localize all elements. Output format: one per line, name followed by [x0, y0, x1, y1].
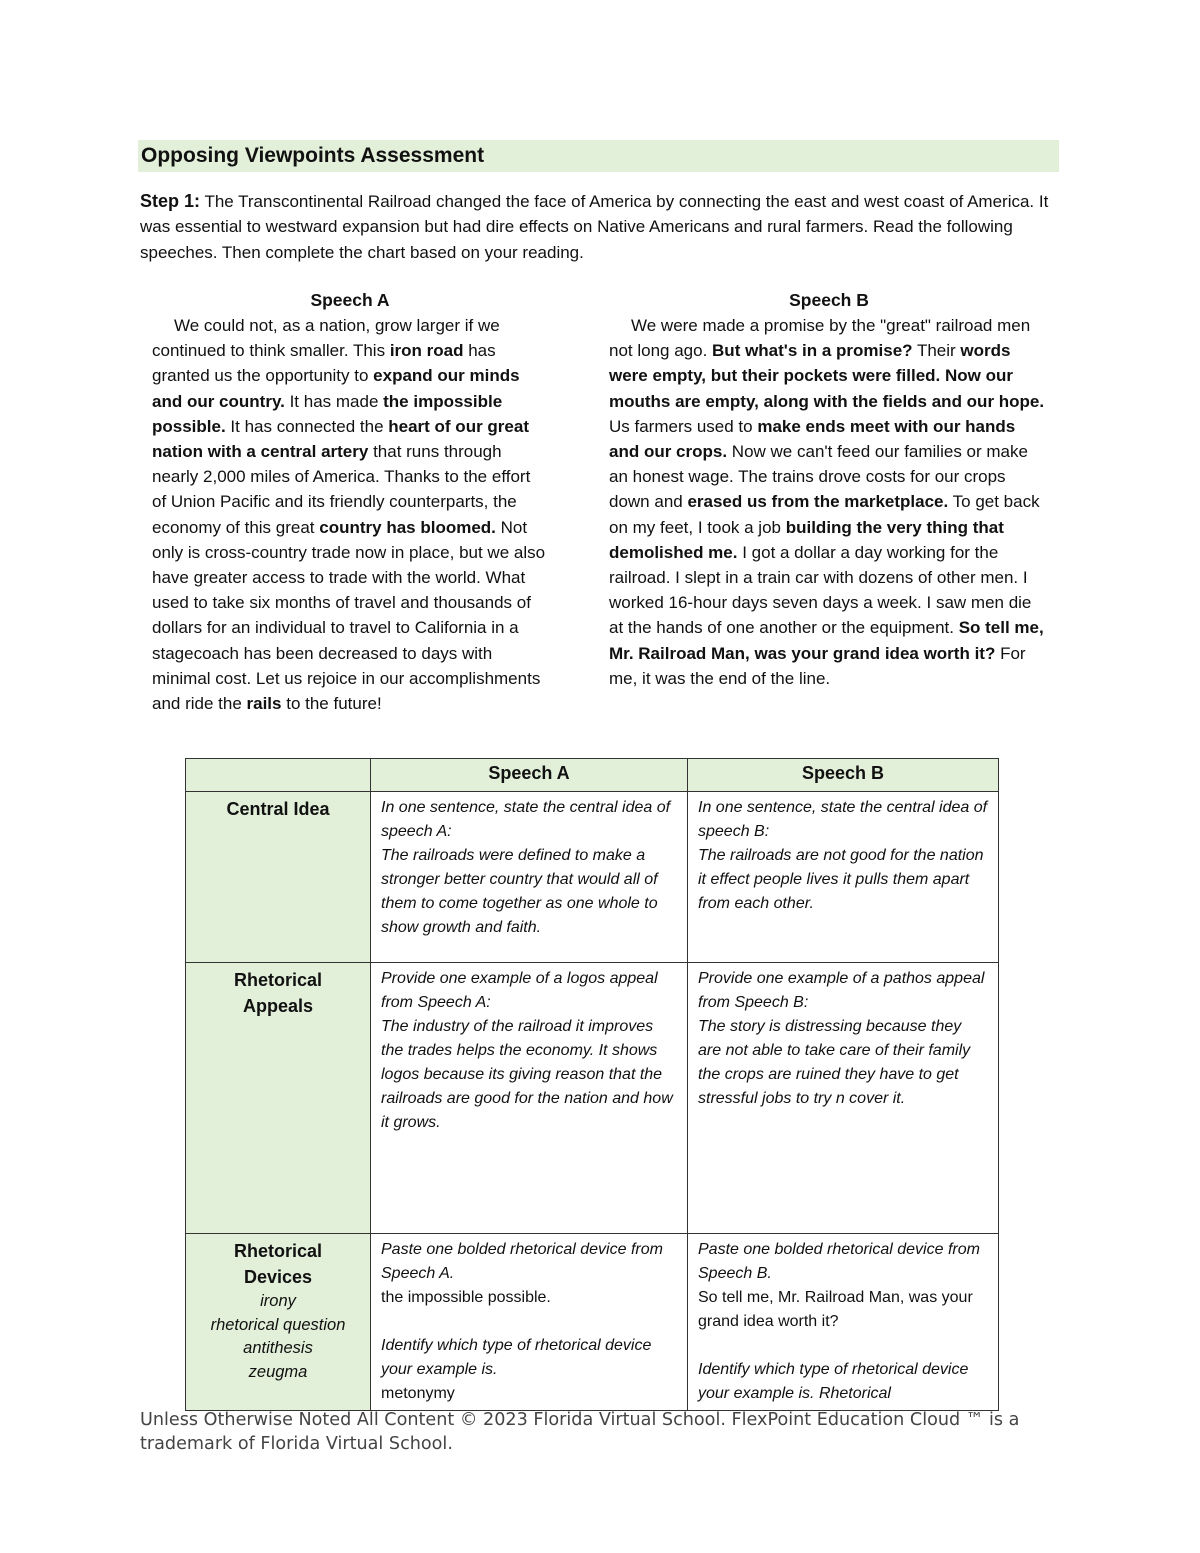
speech-text-run: To get back on my feet, I took a job [609, 492, 1040, 537]
bolded-phrase: the impossible possible. [152, 391, 503, 436]
central-idea-b-cell[interactable] [688, 792, 999, 963]
central-idea-b-answer: The railroads are not good for the nation it effect people lives it pulls them apart from each other. [698, 847, 984, 912]
devices-row [186, 1234, 999, 1411]
speech-text-run: We were made a promise by the "great" railroad men not long ago. [609, 316, 1031, 361]
device-item: zeugma [248, 1362, 308, 1381]
appeals-label: Rhetorical Appeals [186, 963, 371, 1234]
appeals-b-answer: The story is distressing because they are not able to take care of their family the crops are ruined they have to get stressful jobs to try n cover it. [698, 1018, 971, 1107]
devices-a-prompt: Paste one bolded rhetorical device from Speech A. [381, 1241, 663, 1282]
devices-a-cell[interactable] [371, 1234, 688, 1411]
speech-b-text [609, 313, 1049, 691]
speech-text-run: that runs through nearly 2,000 miles of America. Thanks to the effort of Union Pacific and its friendly counterparts, the economy of this great [152, 442, 531, 537]
chart-header-blank [186, 759, 371, 792]
device-item: antithesis [243, 1339, 313, 1357]
speech-b [609, 287, 1049, 691]
copyright-footer: Unless Otherwise Noted All Content © 2023 Florida Virtual School. FlexPoint Education Cloud ™ is a trademark of Florida Virtual School. [140, 1410, 1020, 1454]
speech-a [152, 287, 548, 716]
bolded-phrase: So tell me, Mr. Railroad Man, was your grand idea worth it? [609, 618, 1044, 663]
bolded-phrase: words were empty, but their pockets were filled. Now our mouths are empty, along with the fields and our hope. [609, 341, 1045, 411]
speech-a-heading: Speech A [310, 290, 390, 310]
chart-header-row [186, 759, 999, 792]
central-idea-label: Central Idea [186, 792, 371, 963]
bolded-phrase: building the very thing that demolished me. [609, 517, 1004, 562]
devices-list [210, 1290, 346, 1384]
central-idea-b-prompt: In one sentence, state the central idea of speech B: [698, 799, 988, 840]
speech-text-run: We could not, as a nation, grow larger if we continued to think smaller. This [152, 316, 500, 361]
devices-b-identify: Identify which type of rhetorical device your example is. Rhetorical [698, 1361, 969, 1402]
speech-text-run: Their [912, 341, 961, 361]
devices-b-cell[interactable] [688, 1234, 999, 1411]
analysis-chart [185, 758, 999, 1411]
page-title: Opposing Viewpoints Assessment [138, 140, 1059, 172]
speech-text-run: to the future! [281, 694, 382, 714]
device-item: irony [260, 1292, 296, 1310]
speech-text-run: It has made [284, 391, 384, 411]
chart-header-speech-a: Speech A [371, 759, 688, 792]
speech-text-run: Us farmers used to [609, 416, 758, 436]
devices-label-cell [186, 1234, 371, 1411]
speech-text-run: For me, it was the end of the line. [609, 643, 1026, 688]
bolded-phrase: rails [246, 694, 282, 714]
bolded-phrase: make ends meet with our hands and our crops. [609, 416, 1016, 462]
speech-b-heading: Speech B [789, 290, 869, 310]
intro-text: The Transcontinental Railroad changed the face of America by connecting the east and west coast of America. It was essential to westward expansion but had dire effects on Native Americans and rural farmers. Read the following speeches. Then complete the chart based on your reading. [140, 192, 1049, 262]
bolded-phrase: iron road [389, 341, 464, 361]
devices-a-answer: the impossible possible. [381, 1289, 551, 1306]
devices-label: Rhetorical Devices [233, 1241, 323, 1287]
central-idea-a-prompt: In one sentence, state the central idea of speech A: [381, 799, 671, 840]
appeals-a-cell[interactable] [371, 963, 688, 1234]
chart-header-speech-b: Speech B [688, 759, 999, 792]
devices-a-identify: Identify which type of rhetorical device your example is. [381, 1337, 652, 1378]
bolded-phrase: But what's in a promise? [712, 341, 913, 361]
appeals-a-answer: The industry of the railroad it improves the trades helps the economy. It shows logos because its giving reason that the railroads are good for the nation and how it grows. [381, 1018, 673, 1131]
speech-a-text [152, 313, 548, 716]
intro-paragraph [140, 189, 1060, 265]
devices-b-prompt: Paste one bolded rhetorical device from Speech B. [698, 1241, 980, 1282]
appeals-b-prompt: Provide one example of a pathos appeal from Speech B: [698, 970, 985, 1011]
step-label: Step 1: [140, 191, 201, 211]
central-idea-row [186, 792, 999, 963]
devices-a-type: metonymy [381, 1385, 455, 1402]
bolded-phrase: country has bloomed. [319, 517, 496, 537]
speech-text-run: Now we can't feed our families or make an honest wage. The trains drove costs for our crops down and [609, 442, 1028, 512]
appeals-row [186, 963, 999, 1234]
devices-b-answer: So tell me, Mr. Railroad Man, was your grand idea worth it? [698, 1289, 973, 1330]
appeals-a-prompt: Provide one example of a logos appeal from Speech A: [381, 970, 658, 1011]
speech-text-run: Not only is cross-country trade now in place, but we also have greater access to trade with the world. What used to take six months of travel and thousands of dollars for an individual to travel to California in a stagecoach has been decreased to days with minimal cost. Let us rejoice in our accomplishments and ride the [152, 517, 546, 714]
appeals-b-cell[interactable] [688, 963, 999, 1234]
bolded-phrase: heart of our great nation with a central artery [152, 416, 529, 462]
speech-text-run: I got a dollar a day working for the railroad. I slept in a train car with dozens of other men. I worked 16-hour days seven days a week. I saw men die at the hands of one another or the equipment. [609, 542, 1032, 638]
bolded-phrase: erased us from the marketplace. [687, 492, 949, 512]
device-item: rhetorical question [210, 1315, 346, 1334]
central-idea-a-cell[interactable] [371, 792, 688, 963]
speech-text-run: has granted us the opportunity to [152, 341, 496, 386]
speech-text-run: It has connected the [225, 416, 389, 436]
central-idea-a-answer: The railroads were defined to make a stronger better country that would all of them to come together as one whole to show growth and faith. [381, 847, 658, 936]
bolded-phrase: expand our minds and our country. [152, 366, 520, 411]
